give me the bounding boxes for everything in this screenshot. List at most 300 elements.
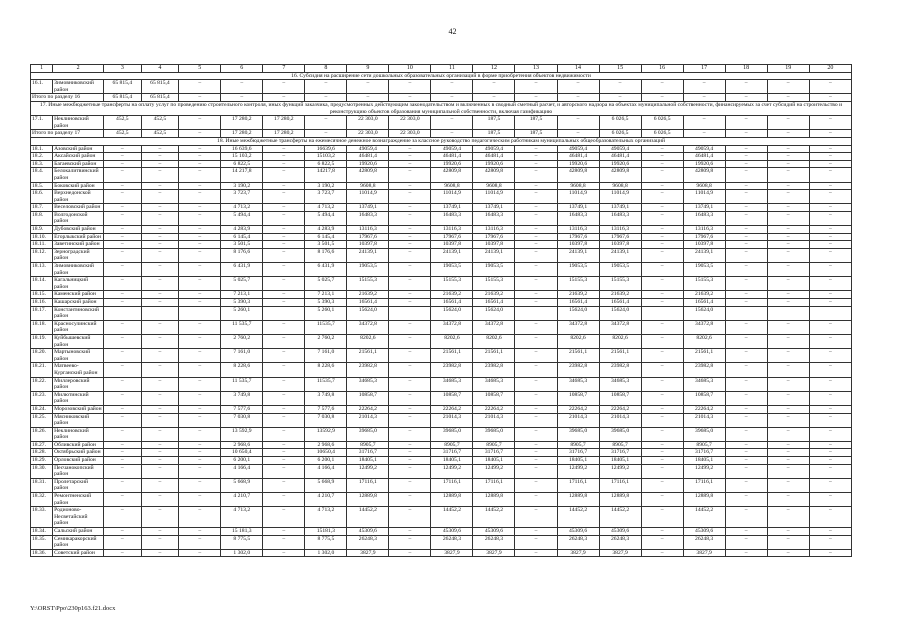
value-cell: – (179, 211, 221, 225)
value-cell: – (515, 320, 557, 334)
value-cell: 3827,9 (473, 549, 515, 557)
value-cell: – (809, 145, 851, 153)
value-cell: – (725, 204, 767, 212)
value-cell: 26248,3 (683, 535, 725, 549)
value-cell: – (179, 248, 221, 262)
value-cell: – (104, 457, 142, 465)
value-cell: – (725, 493, 767, 507)
value-cell: 23982,8 (557, 363, 599, 377)
value-cell: 14452,2 (347, 507, 389, 528)
value-cell: – (725, 241, 767, 249)
value-cell: 15624,0 (431, 306, 473, 320)
value-cell: – (725, 391, 767, 405)
row-number: 18.9. (31, 226, 53, 234)
value-cell: – (725, 478, 767, 492)
value-cell: – (263, 80, 305, 94)
value-cell: – (179, 299, 221, 307)
row-number: 16.1. (31, 80, 53, 94)
value-cell: 7 213,1 (221, 291, 263, 299)
value-cell: 11535,7 (305, 377, 347, 391)
value-cell: – (641, 413, 683, 427)
value-cell: 24139,1 (473, 248, 515, 262)
value-cell: 14452,2 (599, 507, 641, 528)
value-cell: – (683, 80, 725, 94)
value-cell: – (389, 168, 431, 182)
value-cell: 17967,6 (473, 233, 515, 241)
column-number: 9 (347, 65, 389, 73)
value-cell: 17 280,2 (263, 116, 305, 130)
value-cell: – (141, 277, 179, 291)
value-cell: 15155,3 (599, 277, 641, 291)
value-cell: – (263, 549, 305, 557)
value-cell: – (389, 334, 431, 348)
value-cell: – (641, 377, 683, 391)
value-cell: – (515, 168, 557, 182)
value-cell: – (557, 116, 599, 130)
value-cell: – (179, 478, 221, 492)
total-value-cell: – (599, 94, 641, 102)
row-number: 18.36. (31, 549, 53, 557)
value-cell: 19920,6 (599, 160, 641, 168)
value-cell: – (179, 413, 221, 427)
value-cell: 8202,6 (431, 334, 473, 348)
value-cell: – (104, 549, 142, 557)
total-label: Итого по разделу 16 (31, 94, 104, 102)
value-cell: 16561,4 (599, 299, 641, 307)
value-cell: 12499,2 (557, 464, 599, 478)
value-cell: – (809, 528, 851, 536)
value-cell: – (179, 204, 221, 212)
value-cell: – (641, 153, 683, 161)
value-cell: – (141, 291, 179, 299)
value-cell: 19920,6 (473, 160, 515, 168)
value-cell: 6 431,9 (305, 263, 347, 277)
value-cell: – (389, 277, 431, 291)
value-cell: – (179, 277, 221, 291)
column-number: 5 (179, 65, 221, 73)
total-value-cell: 452,5 (141, 130, 179, 138)
value-cell: – (389, 226, 431, 234)
value-cell: – (141, 168, 179, 182)
value-cell: – (767, 241, 809, 249)
value-cell: 7 161,0 (221, 349, 263, 363)
value-cell: – (725, 160, 767, 168)
value-cell: – (809, 457, 851, 465)
value-cell: 10397,8 (431, 241, 473, 249)
value-cell: 4 210,7 (305, 493, 347, 507)
value-cell: – (641, 145, 683, 153)
value-cell: – (389, 320, 431, 334)
value-cell: – (641, 449, 683, 457)
district-name: Неклиновский район (53, 427, 104, 441)
value-cell: – (809, 291, 851, 299)
value-cell: – (305, 116, 347, 130)
value-cell: 4 166,4 (305, 464, 347, 478)
value-cell: – (141, 391, 179, 405)
value-cell: – (104, 334, 142, 348)
value-cell: – (141, 233, 179, 241)
value-cell: – (389, 535, 431, 549)
section-title: 18. Иные межбюджетные трансферты на ежемесячное денежное вознаграждение за классное руководство педагогическим работникам муниципальных общеобразовательных организаций (31, 137, 852, 145)
value-cell: – (104, 320, 142, 334)
table-row (31, 145, 852, 153)
value-cell (809, 306, 851, 320)
value-cell: – (725, 457, 767, 465)
column-number: 4 (141, 65, 179, 73)
value-cell: 13116,3 (473, 226, 515, 234)
value-cell: – (179, 528, 221, 536)
value-cell: – (767, 334, 809, 348)
value-cell: 3 190,2 (305, 182, 347, 190)
value-cell: – (179, 405, 221, 413)
value-cell: 6 026,5 (641, 116, 683, 130)
value-cell: – (515, 549, 557, 557)
district-name: Милютинский район (53, 391, 104, 405)
column-number: 17 (683, 65, 725, 73)
value-cell: – (389, 153, 431, 161)
value-cell: 21561,1 (431, 349, 473, 363)
value-cell: – (809, 320, 851, 334)
value-cell: 16639,6 (305, 145, 347, 153)
value-cell (767, 306, 809, 320)
value-cell: 13749,1 (347, 204, 389, 212)
table-row (31, 441, 852, 449)
value-cell: – (767, 263, 809, 277)
value-cell: 9608,8 (557, 182, 599, 190)
value-cell: 49059,4 (347, 145, 389, 153)
value-cell: – (767, 211, 809, 225)
total-value-cell: – (179, 94, 221, 102)
value-cell: – (809, 493, 851, 507)
value-cell: 21639,2 (557, 291, 599, 299)
value-cell: 8 176,6 (221, 248, 263, 262)
section-title: 16. Субсидия на расширение сети дошкольных образовательных организаций в форме приобретения объектов недвижимости (31, 72, 852, 80)
value-cell: 7 213,1 (305, 291, 347, 299)
value-cell: 14217,8 (305, 168, 347, 182)
value-cell: 19053,5 (347, 263, 389, 277)
value-cell: – (725, 263, 767, 277)
row-number: 18.35. (31, 535, 53, 549)
value-cell: 39685,0 (431, 427, 473, 441)
value-cell: 3827,9 (683, 549, 725, 557)
value-cell: – (767, 160, 809, 168)
total-value-cell: – (473, 94, 515, 102)
value-cell: 10858,7 (347, 391, 389, 405)
value-cell: – (725, 449, 767, 457)
value-cell: 10858,7 (599, 391, 641, 405)
value-cell: – (515, 153, 557, 161)
value-cell: 5 260,1 (221, 306, 263, 320)
total-value-cell: – (305, 130, 347, 138)
value-cell: – (141, 441, 179, 449)
value-cell: 31716,7 (557, 449, 599, 457)
value-cell: – (641, 190, 683, 204)
district-name: Дубовский район (53, 226, 104, 234)
value-cell: 6 026,5 (599, 116, 641, 130)
value-cell: 15155,3 (431, 277, 473, 291)
value-cell: 6 200,1 (305, 457, 347, 465)
district-name: Белокалитвинский район (53, 168, 104, 182)
value-cell: – (515, 457, 557, 465)
value-cell: 19920,6 (431, 160, 473, 168)
row-number: 18.15. (31, 291, 53, 299)
value-cell: 9608,8 (431, 182, 473, 190)
value-cell: – (641, 349, 683, 363)
value-cell: 34372,8 (473, 320, 515, 334)
total-value-cell: – (557, 130, 599, 138)
value-cell: – (263, 248, 305, 262)
value-cell: – (641, 226, 683, 234)
value-cell: – (641, 168, 683, 182)
value-cell: 21014,3 (683, 413, 725, 427)
value-cell: 49059,4 (431, 145, 473, 153)
value-cell: 17967,6 (683, 233, 725, 241)
value-cell: 9608,8 (347, 182, 389, 190)
value-cell: 6 822,5 (305, 160, 347, 168)
value-cell: – (263, 441, 305, 449)
value-cell: – (263, 226, 305, 234)
table-row (31, 449, 852, 457)
value-cell: 11 535,7 (221, 320, 263, 334)
value-cell: – (767, 507, 809, 528)
value-cell: 12499,2 (431, 464, 473, 478)
value-cell: 11014,9 (347, 190, 389, 204)
value-cell: – (641, 233, 683, 241)
value-cell: 17967,6 (599, 233, 641, 241)
table-row (31, 306, 852, 320)
value-cell: – (641, 493, 683, 507)
table-row (31, 153, 852, 161)
table-row (31, 334, 852, 348)
value-cell: 13749,1 (683, 204, 725, 212)
value-cell: – (104, 507, 142, 528)
value-cell: – (141, 535, 179, 549)
value-cell: 4 283,9 (221, 226, 263, 234)
district-name: Веселовский район (53, 204, 104, 212)
district-name: Мартыновский район (53, 349, 104, 363)
value-cell: – (141, 507, 179, 528)
value-cell: 24139,1 (557, 248, 599, 262)
value-cell: 45309,6 (473, 528, 515, 536)
column-number: 3 (104, 65, 142, 73)
value-cell: – (809, 427, 851, 441)
value-cell: – (515, 413, 557, 427)
value-cell: – (515, 291, 557, 299)
value-cell: 39685,0 (473, 427, 515, 441)
value-cell: – (263, 413, 305, 427)
value-cell: 26248,3 (473, 535, 515, 549)
value-cell: 1 302,0 (305, 549, 347, 557)
value-cell: – (141, 153, 179, 161)
column-number: 6 (221, 65, 263, 73)
value-cell: – (179, 363, 221, 377)
total-value-cell: – (347, 94, 389, 102)
total-value-cell: 17 280,2 (263, 130, 305, 138)
value-cell: – (809, 153, 851, 161)
value-cell: 21639,2 (599, 291, 641, 299)
column-number: 11 (431, 65, 473, 73)
value-cell: 22 303,0 (347, 116, 389, 130)
value-cell: – (809, 478, 851, 492)
value-cell: 3 501,5 (221, 241, 263, 249)
value-cell: – (809, 464, 851, 478)
value-cell: – (557, 80, 599, 94)
value-cell: – (641, 391, 683, 405)
value-cell: – (104, 226, 142, 234)
table-row (31, 291, 852, 299)
value-cell: 13749,1 (473, 204, 515, 212)
value-cell: – (809, 507, 851, 528)
value-cell: 16 639,6 (221, 145, 263, 153)
value-cell: 8905,7 (347, 441, 389, 449)
value-cell: 15155,3 (347, 277, 389, 291)
value-cell: – (515, 405, 557, 413)
value-cell: – (641, 441, 683, 449)
value-cell: – (141, 334, 179, 348)
table-row (31, 248, 852, 262)
value-cell: 65 815,4 (141, 80, 179, 94)
value-cell: 21014,3 (473, 413, 515, 427)
value-cell: – (141, 449, 179, 457)
value-cell: – (104, 291, 142, 299)
value-cell: 16483,3 (431, 211, 473, 225)
value-cell: 18405,1 (347, 457, 389, 465)
value-cell: – (141, 145, 179, 153)
value-cell: – (515, 233, 557, 241)
district-name: Красносулинский район (53, 320, 104, 334)
value-cell: 6 145,4 (305, 233, 347, 241)
district-name: Октябрьский район (53, 449, 104, 457)
value-cell: – (767, 377, 809, 391)
column-number: 7 (263, 65, 305, 73)
value-cell: – (141, 248, 179, 262)
value-cell: – (389, 478, 431, 492)
value-cell: – (179, 291, 221, 299)
value-cell: – (263, 211, 305, 225)
value-cell: – (179, 145, 221, 153)
value-cell: 16561,4 (557, 299, 599, 307)
value-cell: – (641, 535, 683, 549)
value-cell: 7 030,8 (221, 413, 263, 427)
value-cell: 12889,8 (599, 493, 641, 507)
value-cell: 15155,3 (557, 277, 599, 291)
value-cell: – (179, 190, 221, 204)
value-cell: 3 723,7 (221, 190, 263, 204)
value-cell: 3827,9 (599, 549, 641, 557)
section-total-row (31, 130, 852, 138)
value-cell: – (141, 241, 179, 249)
value-cell: 39685,0 (347, 427, 389, 441)
value-cell: 26248,3 (557, 535, 599, 549)
value-cell: – (104, 211, 142, 225)
value-cell: 18405,1 (473, 457, 515, 465)
value-cell: – (104, 233, 142, 241)
value-cell: – (263, 427, 305, 441)
value-cell: – (389, 507, 431, 528)
value-cell: 17116,1 (683, 478, 725, 492)
value-cell: – (515, 391, 557, 405)
value-cell: – (767, 291, 809, 299)
value-cell: 13116,3 (431, 226, 473, 234)
value-cell: – (809, 182, 851, 190)
district-name: Кагальницкий район (53, 277, 104, 291)
value-cell: – (809, 535, 851, 549)
value-cell: – (809, 80, 851, 94)
value-cell: – (725, 182, 767, 190)
row-number: 18.12. (31, 248, 53, 262)
table-row (31, 116, 852, 130)
value-cell: – (809, 190, 851, 204)
value-cell: 26248,3 (431, 535, 473, 549)
value-cell: – (179, 334, 221, 348)
value-cell: – (641, 291, 683, 299)
value-cell: – (641, 464, 683, 478)
value-cell: 42809,8 (473, 168, 515, 182)
value-cell: – (767, 168, 809, 182)
value-cell: – (141, 263, 179, 277)
value-cell: 17116,1 (431, 478, 473, 492)
value-cell: – (473, 80, 515, 94)
value-cell: – (389, 190, 431, 204)
value-cell: 19053,5 (473, 263, 515, 277)
value-cell: – (641, 248, 683, 262)
value-cell: – (809, 299, 851, 307)
value-cell: 65 815,4 (104, 80, 142, 94)
value-cell: 11014,9 (599, 190, 641, 204)
value-cell: – (515, 190, 557, 204)
district-name: Зерноградский район (53, 248, 104, 262)
value-cell: – (515, 507, 557, 528)
value-cell: – (767, 153, 809, 161)
value-cell: – (725, 549, 767, 557)
column-number: 13 (515, 65, 557, 73)
total-value-cell: – (767, 94, 809, 102)
district-name: Верхнедонской район (53, 190, 104, 204)
row-number: 18.7. (31, 204, 53, 212)
value-cell: 23982,8 (431, 363, 473, 377)
value-cell: – (767, 528, 809, 536)
value-cell: 9608,8 (473, 182, 515, 190)
value-cell: 34685,3 (557, 377, 599, 391)
table-row (31, 204, 852, 212)
value-cell: 31716,7 (599, 449, 641, 457)
table-row (31, 377, 852, 391)
value-cell: 46481,4 (473, 153, 515, 161)
value-cell: 19920,6 (557, 160, 599, 168)
value-cell: – (179, 391, 221, 405)
value-cell: – (104, 449, 142, 457)
row-number: 18.25. (31, 413, 53, 427)
value-cell: – (515, 493, 557, 507)
value-cell: – (641, 457, 683, 465)
value-cell: – (641, 211, 683, 225)
value-cell: – (389, 182, 431, 190)
value-cell: 10397,8 (683, 241, 725, 249)
value-cell: 23982,8 (683, 363, 725, 377)
value-cell: – (141, 478, 179, 492)
district-name: Кашарский район (53, 299, 104, 307)
value-cell: 34685,3 (683, 377, 725, 391)
value-cell: 13592,9 (305, 427, 347, 441)
value-cell: 22264,2 (347, 405, 389, 413)
value-cell: 14452,2 (557, 507, 599, 528)
value-cell: 4 713,2 (305, 507, 347, 528)
value-cell: – (104, 248, 142, 262)
value-cell: – (263, 145, 305, 153)
table-row (31, 182, 852, 190)
value-cell: 21561,1 (347, 349, 389, 363)
value-cell: – (767, 413, 809, 427)
